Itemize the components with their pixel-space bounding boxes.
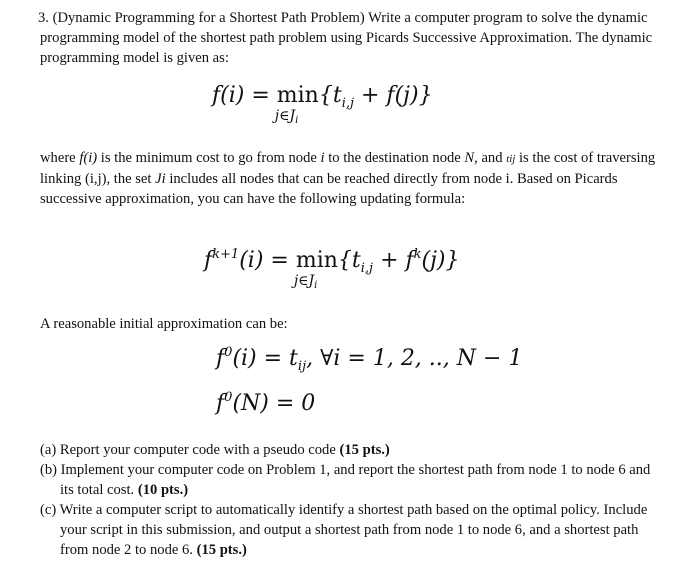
where-i: i [320,150,325,166]
question-c-text: (c) Write a computer script to automatically identify a shortest path based on the optimal policy. Include your script in this submission, and output a shortest path from node 1 to node 6, and a shortest path from node 2 to node 6. [40,502,648,558]
where-e: is the cost of traversing linking (i,j), the set [40,150,656,187]
where-paragraph [40,148,660,209]
where-tij: tij [506,153,516,165]
equation-initial-1 [216,345,522,374]
question-b-points: (10 pts.) [137,482,189,498]
eq2-min-op: min [295,248,338,273]
eq1-min-sub-var: j∈J [274,108,296,124]
eq2-min-subscript [294,273,318,291]
eq1-body: {t [318,83,342,108]
question-c [40,500,660,560]
question-b [40,460,660,500]
question-b-text: (b) Implement your computer code on Problem 1, and report the shortest path from node 1 to node 6 and its total cost. [40,462,651,498]
where-b: is the minimum cost to go from node [97,150,321,166]
where-c: to the destination node [324,150,465,166]
where-f: includes all nodes that can be reached directly from node i. Based on Picards successive approximation, you can have the following updating formula: [40,171,618,207]
eq1-lhs: f(i) = [212,83,277,108]
where-Ji: Ji [155,171,166,187]
eq2-min-sub-idx: i [314,280,318,291]
eq1-body-sub: i,j [341,96,355,111]
question-list [40,440,660,560]
initial-approx-text: A reasonable initial approximation can be: [40,316,288,332]
where-N: N [464,150,475,166]
where-fi: f(i) [79,150,98,166]
eq4-rest: (N) = 0 [232,391,316,416]
eq2-body-sup: k [413,247,422,262]
eq2-body: {t [337,248,361,273]
eq2-body-sub: i,j [360,261,374,276]
eq2-body2: + f [373,248,414,273]
eq2-min-sub-var: j∈J [293,273,315,289]
eq1-min-op: min [276,83,319,108]
problem-intro [40,8,660,68]
eq2-lhs-sup: k+1 [212,247,240,262]
eq2-body3: (j)} [421,248,460,273]
eq2-lhs: f [204,248,213,273]
question-a-text: (a) Report your computer code with a pseudo code [40,442,340,458]
where-d: , and [474,150,507,166]
eq3-lhs-sup: 0 [224,345,233,360]
eq3-lhs: f [216,346,225,371]
equation-initial-2 [216,390,315,416]
question-a-points: (15 pts.) [339,442,390,458]
eq1-min-subscript [275,108,299,126]
eq3-rest-sub: ij [297,359,307,374]
where-a: where [40,150,80,166]
eq4-lhs: f [216,391,225,416]
question-c-points: (15 pts.) [196,542,247,558]
eq1-body2: + f(j)} [354,83,433,108]
eq4-lhs-sup: 0 [224,390,233,405]
eq1-min-sub-idx: i [295,115,299,126]
eq2-lhs-rest: (i) = [239,248,296,273]
question-a [40,440,660,460]
eq3-tail: , ∀i = 1, 2, .., N − 1 [306,346,523,371]
problem-intro-text: 3. (Dynamic Programming for a Shortest Path Problem) Write a computer program to solve the dynamic programming model of the shortest path problem using Picards Successive Approximation. The dynamic programming model is given as: [38,10,653,66]
eq3-rest: (i) = t [232,346,298,371]
